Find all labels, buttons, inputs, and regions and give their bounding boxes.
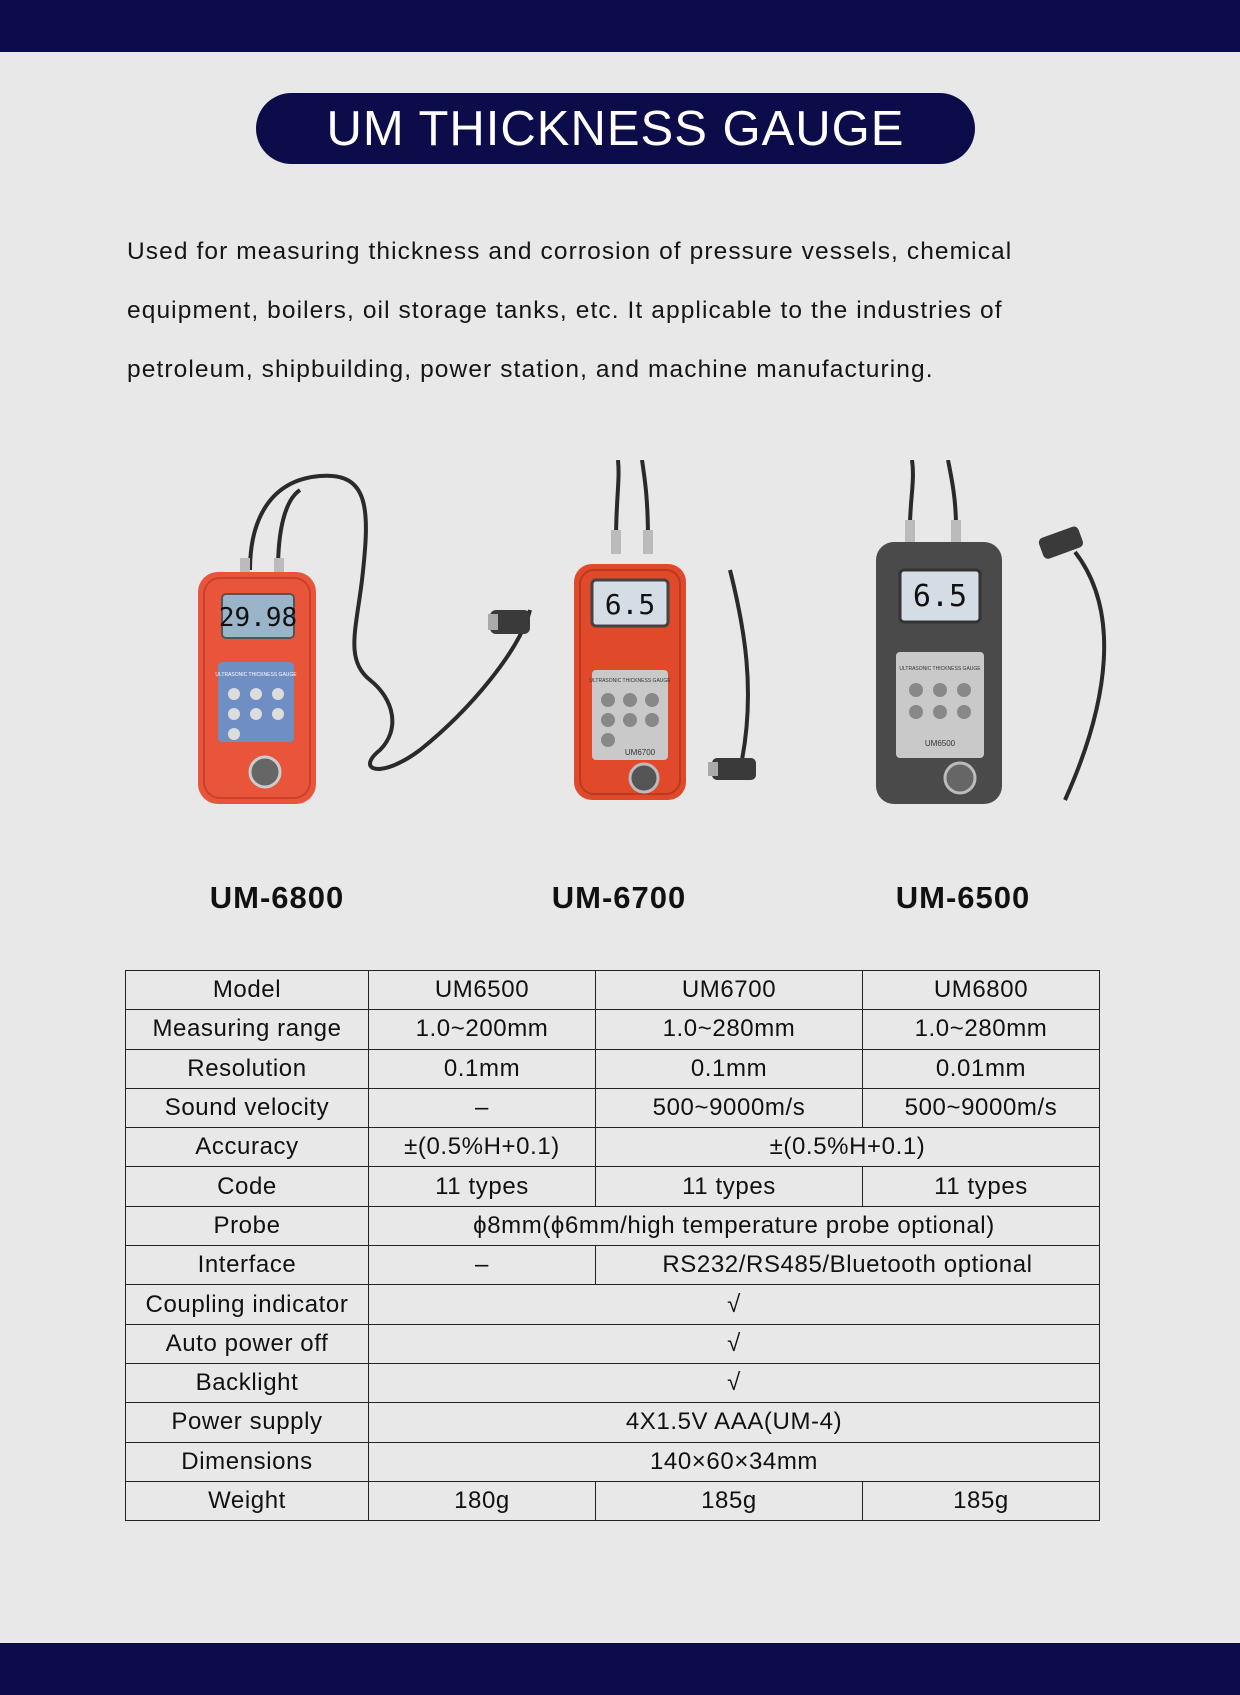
model-label-um6700: UM-6700: [551, 880, 687, 915]
table-cell: 185g: [863, 1481, 1100, 1520]
table-cell: 0.1mm: [369, 1049, 596, 1088]
intro-paragraph: [127, 222, 1117, 399]
row-label: Sound velocity: [126, 1088, 369, 1127]
model-label-um6500: UM-6500: [895, 880, 1031, 915]
checkmark-cell: √: [369, 1285, 1100, 1324]
row-label: Weight: [126, 1481, 369, 1520]
table-row: [126, 1442, 1100, 1481]
table-row: [126, 1246, 1100, 1285]
checkmark-cell: √: [369, 1324, 1100, 1363]
row-label: Dimensions: [126, 1442, 369, 1481]
model-label-um6800: UM-6800: [209, 880, 345, 915]
row-label: Power supply: [126, 1403, 369, 1442]
table-cell: 500~9000m/s: [596, 1088, 863, 1127]
um6500-device-image: [876, 460, 1104, 804]
row-label: Auto power off: [126, 1324, 369, 1363]
table-row: [126, 1128, 1100, 1167]
table-cell: ±(0.5%H+0.1): [596, 1128, 1100, 1167]
table-row: [126, 1088, 1100, 1127]
um6500-panel-label: ULTRASONIC THICKNESS GAUGE: [899, 666, 981, 672]
table-row: [126, 1403, 1100, 1442]
table-cell: 1.0~280mm: [596, 1010, 863, 1049]
row-label: Coupling indicator: [126, 1285, 369, 1324]
intro-line: Used for measuring thickness and corrosion of pressure vessels, chemical: [127, 238, 1013, 265]
um6700-model-badge: UM6700: [624, 748, 656, 757]
table-cell: UM6700: [596, 971, 863, 1010]
row-label: Code: [126, 1167, 369, 1206]
intro-line: petroleum, shipbuilding, power station, and machine manufacturing.: [127, 356, 934, 383]
um6500-model-badge: UM6500: [924, 739, 956, 748]
top-banner: [0, 0, 1240, 52]
table-row: [126, 1206, 1100, 1245]
table-row: [126, 1049, 1100, 1088]
product-photos: [0, 460, 1240, 820]
table-row: [126, 971, 1100, 1010]
bottom-banner: [0, 1643, 1240, 1695]
table-row: [126, 1285, 1100, 1324]
table-cell: UM6800: [863, 971, 1100, 1010]
page-title: UM THICKNESS GAUGE: [326, 101, 905, 156]
table-row: [126, 1363, 1100, 1402]
table-cell: 500~9000m/s: [863, 1088, 1100, 1127]
table-cell: –: [369, 1246, 596, 1285]
table-cell: ±(0.5%H+0.1): [369, 1128, 596, 1167]
table-row: [126, 1010, 1100, 1049]
um6800-device-image: [198, 476, 530, 804]
table-cell: 0.01mm: [863, 1049, 1100, 1088]
checkmark-cell: √: [369, 1363, 1100, 1402]
um6700-screen-reading: 6.5: [604, 588, 656, 621]
table-cell: 0.1mm: [596, 1049, 863, 1088]
title-banner: [256, 93, 975, 164]
table-row: [126, 1481, 1100, 1520]
table-cell: ϕ8mm(ϕ6mm/high temperature probe optional): [369, 1206, 1100, 1245]
row-label: Backlight: [126, 1363, 369, 1402]
row-label: Resolution: [126, 1049, 369, 1088]
table-cell: 180g: [369, 1481, 596, 1520]
row-label: Model: [126, 971, 369, 1010]
table-cell: 11 types: [369, 1167, 596, 1206]
table-cell: –: [369, 1088, 596, 1127]
um6700-device-image: [574, 460, 756, 800]
table-cell: 185g: [596, 1481, 863, 1520]
intro-line: equipment, boilers, oil storage tanks, etc. It applicable to the industries of: [127, 297, 1003, 324]
table-cell: 1.0~280mm: [863, 1010, 1100, 1049]
table-row: [126, 1167, 1100, 1206]
table-row: [126, 1324, 1100, 1363]
table-cell: 140×60×34mm: [369, 1442, 1100, 1481]
table-cell: 1.0~200mm: [369, 1010, 596, 1049]
table-cell: 11 types: [863, 1167, 1100, 1206]
row-label: Interface: [126, 1246, 369, 1285]
spec-table: [125, 970, 1100, 1521]
um6800-panel-label: ULTRASONIC THICKNESS GAUGE: [215, 672, 297, 678]
um6700-panel-label: ULTRASONIC THICKNESS GAUGE: [589, 678, 671, 684]
um6500-screen-reading: 6.5: [912, 579, 968, 614]
row-label: Accuracy: [126, 1128, 369, 1167]
table-cell: 4X1.5V AAA(UM-4): [369, 1403, 1100, 1442]
table-cell: RS232/RS485/Bluetooth optional: [596, 1246, 1100, 1285]
row-label: Probe: [126, 1206, 369, 1245]
table-cell: UM6500: [369, 971, 596, 1010]
row-label: Measuring range: [126, 1010, 369, 1049]
table-cell: 11 types: [596, 1167, 863, 1206]
um6800-screen-reading: 29.98: [218, 603, 298, 633]
